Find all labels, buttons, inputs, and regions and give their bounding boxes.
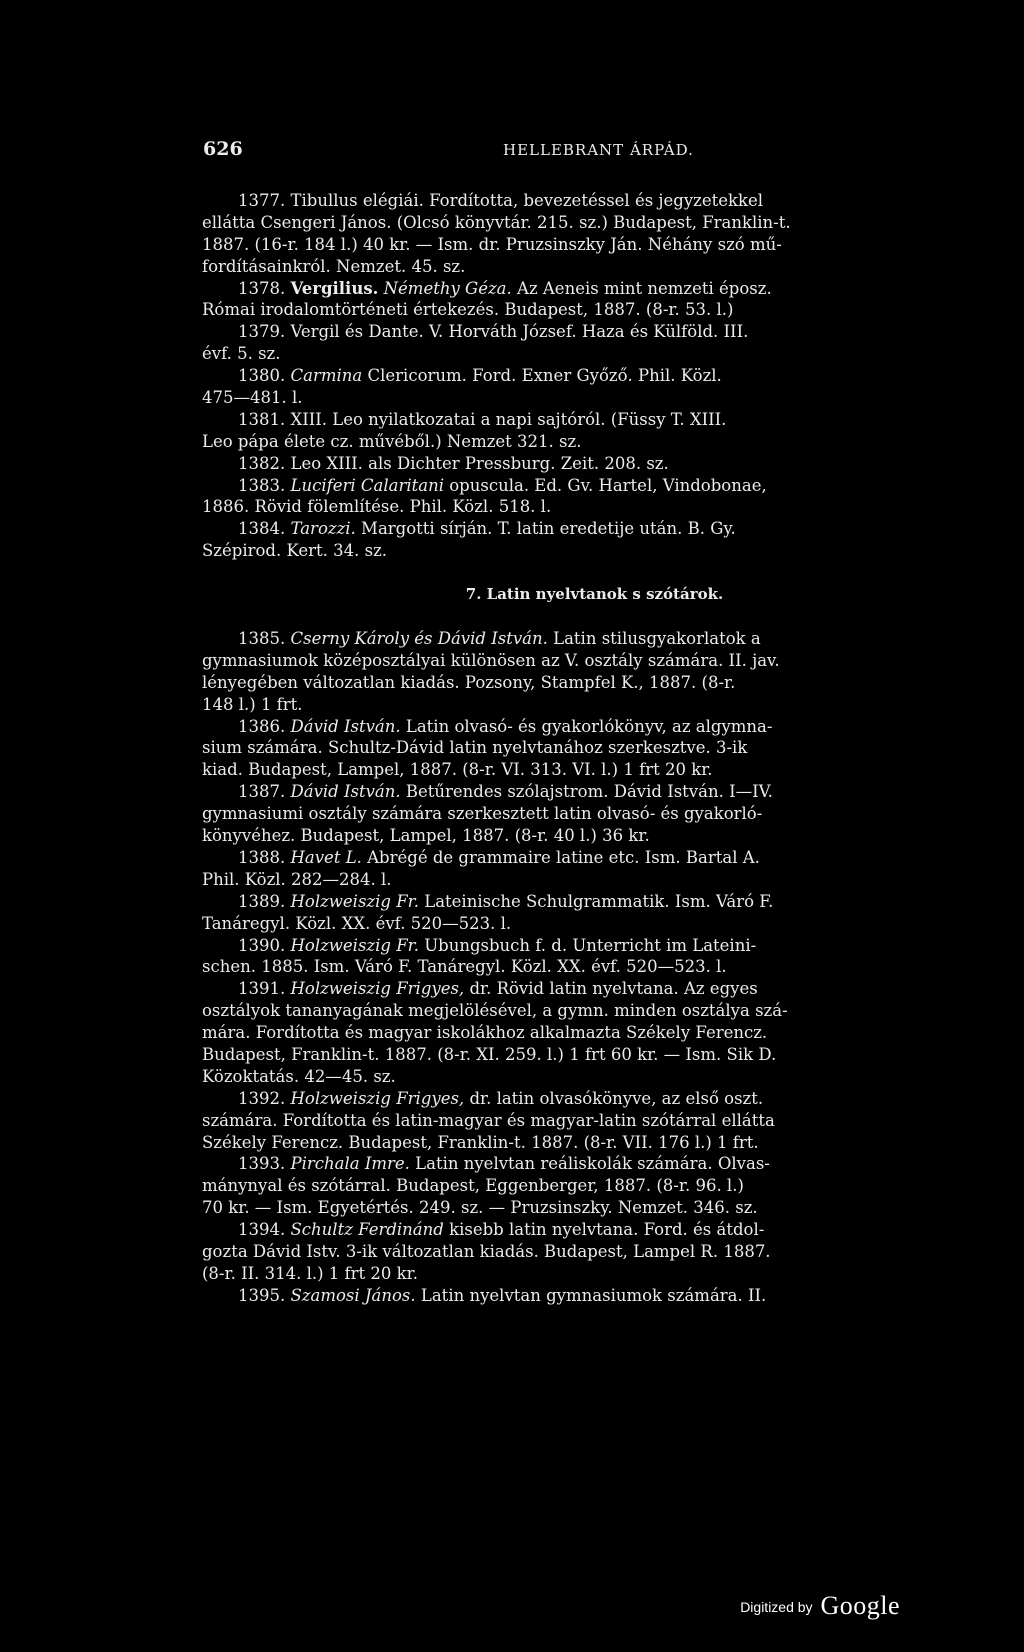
bibliography-text <box>202 190 947 1307</box>
section-gap <box>202 562 947 584</box>
entry-1383-line-1 <box>202 475 947 497</box>
entry-1387-line-1 <box>202 781 947 803</box>
entry-1378-translator: Némethy Géza. <box>383 278 512 298</box>
entry-1385-line-1 <box>202 628 947 650</box>
entry-1378-line-1 <box>202 278 947 300</box>
entry-1390-number: 1390. <box>238 935 286 955</box>
entry-1393-number: 1393. <box>238 1154 286 1174</box>
entry-1379-line-2: évf. 5. sz. <box>202 344 281 364</box>
entry-1387-line-3: könyvéhez. Budapest, Lampel, 1887. (8-r. 40 l.) 36 kr. <box>202 826 650 846</box>
entry-1379-line-1: 1379. Vergil és Dante. V. Horváth József. Haza és Külföld. III. <box>238 322 749 342</box>
entry-1394-line-2: gozta Dávid Istv. 3-ik változatlan kiadás. Budapest, Lampel R. 1887. <box>202 1241 771 1261</box>
entry-1388-rest: Abrégé de grammaire latine etc. Ism. Bartal A. <box>367 847 760 867</box>
entry-1391-line-5: Közoktatás. 42—45. sz. <box>202 1066 396 1086</box>
entry-1395-number: 1395. <box>238 1285 286 1305</box>
entry-1388-author: Havet L. <box>290 847 362 867</box>
entry-1389-number: 1389. <box>238 891 286 911</box>
page-number: 626 <box>203 138 243 160</box>
entry-1377-line-1: 1377. Tibullus elégiái. Fordította, bevezetéssel és jegyzetekkel <box>238 191 764 210</box>
page-header <box>203 138 943 166</box>
entry-1378-number: 1378. <box>238 278 286 298</box>
entry-1377-line-2: ellátta Csengeri János. (Olcsó könyvtár. 215. sz.) Budapest, Franklin-t. <box>202 212 791 232</box>
entry-1391-line-4: Budapest, Franklin-t. 1887. (8-r. XI. 259. l.) 1 frt 60 kr. — Ism. Sik D. <box>202 1044 777 1064</box>
entry-1380-rest: Clericorum. Ford. Exner Győző. Phil. Közl. <box>367 366 722 386</box>
entry-1390-line-2: schen. 1885. Ism. Váró F. Tanáregyl. Közl. XX. évf. 520—523. l. <box>202 957 727 977</box>
entry-1382-line-1: 1382. Leo XIII. als Dichter Pressburg. Zeit. 208. sz. <box>238 453 669 473</box>
entry-1389-line-1 <box>202 891 947 913</box>
entry-1387-author: Dávid István. <box>290 782 401 802</box>
entry-1384-rest: Margotti sírján. T. latin eredetije után. B. Gy. <box>361 519 736 539</box>
entry-1384-author: Tarozzi. <box>290 519 356 539</box>
entry-1381-line-1: 1381. XIII. Leo nyilatkozatai a napi sajtóról. (Füssy T. XIII. <box>238 409 727 429</box>
entry-1377-line-3: 1887. (16-r. 184 l.) 40 kr. — Ism. dr. Pruzsinszky Ján. Néhány szó mű- <box>202 234 782 254</box>
entry-1385-author: Cserny Károly és Dávid István. <box>290 629 548 649</box>
entry-1388-line-1 <box>202 847 947 869</box>
entry-1391-rest: dr. Rövid latin nyelvtana. Az egyes <box>469 979 758 999</box>
entry-1389-rest: Lateinische Schulgrammatik. Ism. Váró F. <box>424 891 774 911</box>
entry-1394-number: 1394. <box>238 1220 286 1240</box>
entry-1384-line-2: Szépirod. Kert. 34. sz. <box>202 541 388 561</box>
entry-1391-author: Holzweiszig Frigyes, <box>290 979 465 999</box>
entry-1383-rest: opuscula. Ed. Gv. Hartel, Vindobonae, <box>449 475 767 495</box>
entry-1394-author: Schultz Ferdinánd <box>290 1220 444 1240</box>
entry-1391-line-3: mára. Fordította és magyar iskolákhoz alkalmazta Székely Ferencz. <box>202 1023 768 1043</box>
entry-1392-rest: dr. latin olvasókönyve, az első oszt. <box>469 1088 764 1108</box>
entry-1394-line-1 <box>202 1219 947 1241</box>
entry-1388-line-2: Phil. Közl. 282—284. l. <box>202 869 392 889</box>
entry-1377-line-4: fordításainkról. Nemzet. 45. sz. <box>202 256 466 276</box>
entry-1395-author: Szamosi János. <box>290 1285 416 1305</box>
entry-1378-line-2: Római irodalomtörténeti értekezés. Budapest, 1887. (8-r. 53. l.) <box>202 300 734 320</box>
entry-1384-line-1 <box>202 518 947 540</box>
entry-1393-line-1 <box>202 1153 947 1175</box>
entry-1380-title-italic: Carmina <box>290 366 363 386</box>
entry-1383-number: 1383. <box>238 475 286 495</box>
entry-1383-line-2: 1886. Rövid fölemlítése. Phil. Közl. 518. l. <box>202 497 552 517</box>
entry-1378-title: Az Aeneis mint nemzeti éposz. <box>517 278 772 298</box>
entry-1378-author: Vergilius. <box>290 278 379 298</box>
entry-1380-line-1 <box>202 365 947 387</box>
entry-1393-rest: Latin nyelvtan reáliskolák számára. Olvas- <box>415 1154 770 1174</box>
entry-1385-line-4: 148 l.) 1 frt. <box>202 694 303 714</box>
entry-1393-line-3: 70 kr. — Ism. Egyetértés. 249. sz. — Pruzsinszky. Nemzet. 346. sz. <box>202 1198 758 1218</box>
entry-1391-line-1 <box>202 978 947 1000</box>
entry-1380-line-2: 475—481. l. <box>202 388 303 408</box>
running-head: HELLEBRANT ÁRPÁD. <box>503 141 694 159</box>
entry-1386-author: Dávid István. <box>290 716 401 736</box>
entry-1395-rest: Latin nyelvtan gymnasiumok számára. II. <box>420 1285 767 1305</box>
entry-1386-number: 1386. <box>238 716 286 736</box>
entry-1392-number: 1392. <box>238 1088 286 1108</box>
google-logo: Google <box>820 1591 900 1620</box>
entry-1391-line-2: osztályok tananyagának megjelölésével, a gymn. minden osztálya szá- <box>202 1001 788 1021</box>
entry-1392-line-2: számára. Fordította és latin-magyar és magyar-latin szótárral ellátta <box>202 1110 775 1130</box>
section-gap <box>202 606 947 628</box>
entry-1393-line-2: mánynyal és szótárral. Budapest, Eggenberger, 1887. (8-r. 96. l.) <box>202 1176 744 1196</box>
entry-1385-rest: Latin stilusgyakorlatok a <box>553 629 761 649</box>
digitized-by-watermark <box>740 1591 900 1621</box>
watermark-prefix: Digitized by <box>740 1599 813 1615</box>
entry-1390-line-1 <box>202 935 947 957</box>
entry-1391-number: 1391. <box>238 979 286 999</box>
entry-1392-line-3: Székely Ferencz. Budapest, Franklin-t. 1887. (8-r. VII. 176 l.) 1 frt. <box>202 1132 759 1152</box>
entry-1388-number: 1388. <box>238 847 286 867</box>
entry-1387-rest: Betűrendes szólajstrom. Dávid István. I—IV. <box>405 782 773 802</box>
entry-1385-line-2: gymnasiumok középosztályai különösen az V. osztály számára. II. jav. <box>202 650 780 670</box>
entry-1383-author: Luciferi Calaritani <box>290 475 444 495</box>
entry-1386-line-2: sium számára. Schultz-Dávid latin nyelvtanához szerkesztve. 3-ik <box>202 738 748 758</box>
entry-1395-line-1 <box>202 1285 947 1307</box>
entry-1387-number: 1387. <box>238 782 286 802</box>
entry-1394-line-3: (8-r. II. 314. l.) 1 frt 20 kr. <box>202 1263 418 1283</box>
entry-1392-author: Holzweiszig Frigyes, <box>290 1088 465 1108</box>
entry-1389-author: Holzweiszig Fr. <box>290 891 419 911</box>
entry-1390-rest: Ubungsbuch f. d. Unterricht im Lateini- <box>424 935 757 955</box>
entry-1386-rest: Latin olvasó- és gyakorlókönyv, az algymna- <box>405 716 773 736</box>
entry-1390-author: Holzweiszig Fr. <box>290 935 419 955</box>
entry-1385-line-3: lényegében változatlan kiadás. Pozsony, Stampfel K., 1887. (8-r. <box>202 672 736 692</box>
entry-1392-line-1 <box>202 1088 947 1110</box>
entry-1393-author: Pirchala Imre. <box>290 1154 410 1174</box>
entry-1386-line-1 <box>202 716 947 738</box>
section-heading: 7. Latin nyelvtanok s szótárok. <box>465 585 724 604</box>
entry-1380-number: 1380. <box>238 366 286 386</box>
entry-1381-line-2: Leo pápa élete cz. művéből.) Nemzet 321. sz. <box>202 431 582 451</box>
entry-1389-line-2: Tanáregyl. Közl. XX. évf. 520—523. l. <box>202 913 512 933</box>
entry-1385-number: 1385. <box>238 629 286 649</box>
entry-1384-number: 1384. <box>238 519 286 539</box>
entry-1386-line-3: kiad. Budapest, Lampel, 1887. (8-r. VI. 313. VI. l.) 1 frt 20 kr. <box>202 760 713 780</box>
entry-1387-line-2: gymnasiumi osztály számára szerkesztett latin olvasó- és gyakorló- <box>202 804 763 824</box>
entry-1394-rest: kisebb latin nyelvtana. Ford. és átdol- <box>449 1220 765 1240</box>
